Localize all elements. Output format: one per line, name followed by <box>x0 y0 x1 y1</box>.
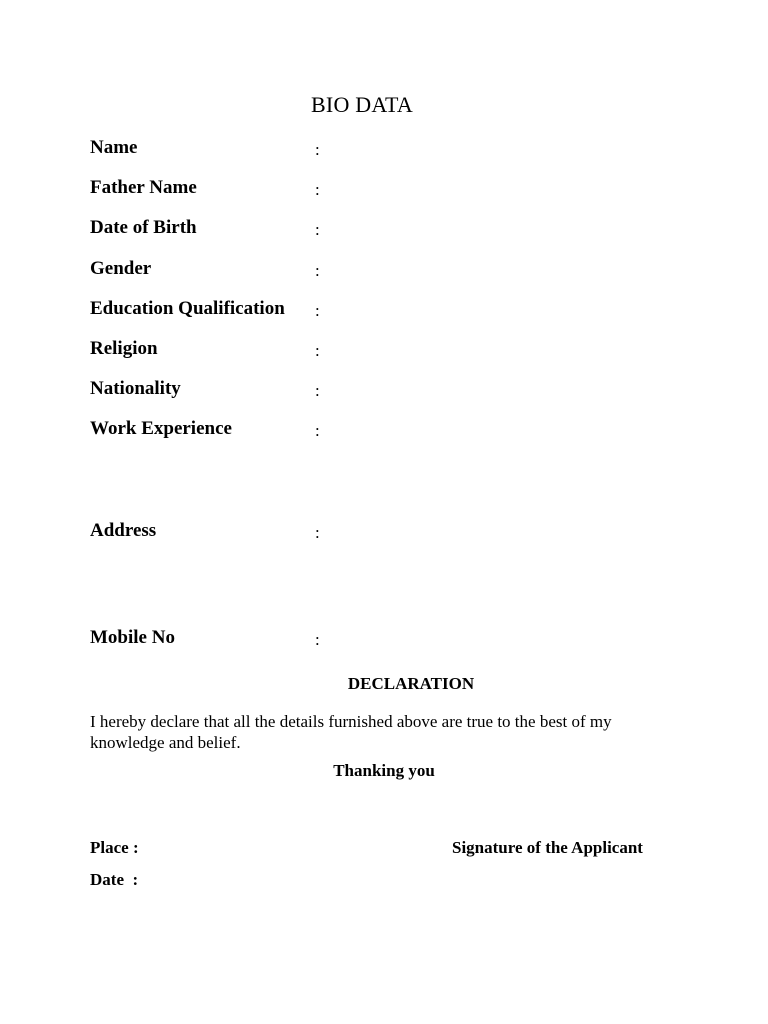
field-label-nationality: Nationality <box>90 378 181 399</box>
place-label: Place : <box>90 838 139 857</box>
declaration-text: I hereby declare that all the details furnished above are true to the best of my knowledge and belief. <box>90 712 612 752</box>
field-label-work-experience: Work Experience <box>90 418 232 439</box>
field-separator-father-name: : <box>315 180 320 199</box>
field-separator-gender: : <box>315 261 320 280</box>
field-separator-work-experience: : <box>315 421 320 440</box>
field-separator-address: : <box>315 523 320 542</box>
field-label-religion: Religion <box>90 338 158 359</box>
closing-text: Thanking you <box>333 761 435 780</box>
field-label-education-qualification: Education Qualification <box>90 298 285 319</box>
field-label-name: Name <box>90 137 138 158</box>
field-separator-education-qualification: : <box>315 301 320 320</box>
field-separator-date-of-birth: : <box>315 220 320 239</box>
field-label-gender: Gender <box>90 258 152 279</box>
date-label: Date : <box>90 870 139 889</box>
field-separator-name: : <box>315 140 320 159</box>
declaration-heading: DECLARATION <box>347 674 475 693</box>
page-title: BIO DATA <box>311 92 413 117</box>
field-label-mobile-no: Mobile No <box>90 627 175 648</box>
field-separator-nationality: : <box>315 381 320 400</box>
field-label-father-name: Father Name <box>90 177 197 198</box>
field-label-address: Address <box>90 520 157 541</box>
field-separator-religion: : <box>315 341 320 360</box>
field-separator-mobile-no: : <box>315 630 320 649</box>
signature-label: Signature of the Applicant <box>452 838 643 857</box>
field-label-date-of-birth: Date of Birth <box>90 217 197 238</box>
